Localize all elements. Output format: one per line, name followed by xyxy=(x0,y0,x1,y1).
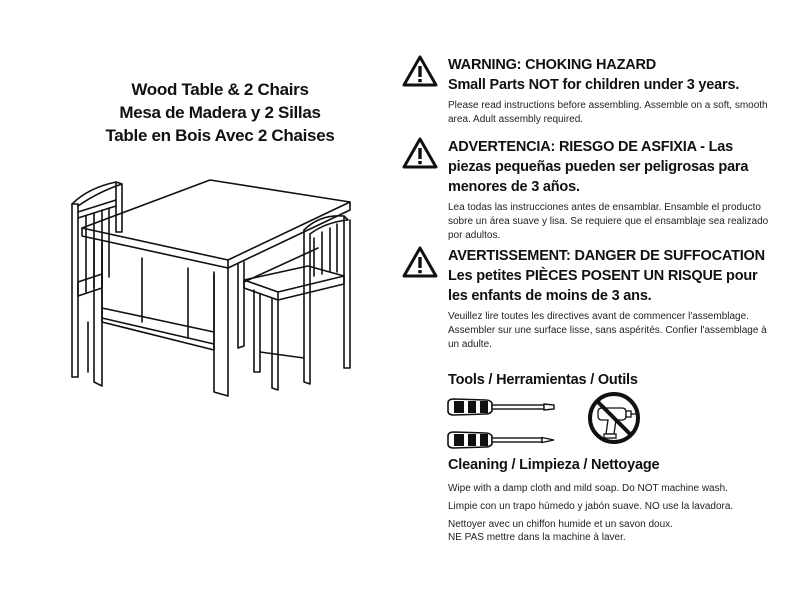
cleaning-text-spanish: Limpie con un trapo húmedo y jabón suave. NO use la lavadora. xyxy=(448,501,734,512)
warning-text: Lea todas las instrucciones antes de ensamblar. Ensamble el producto sobre un área suave y lisa. Se requiere que el ensamblaje sea realizado por adultos. xyxy=(448,202,769,241)
cleaning-text-french-line2: NE PAS mettre dans la machine à laver. xyxy=(448,532,626,543)
warning-subheading: Small Parts NOT for children under 3 years. xyxy=(448,77,740,93)
left-chair-drawing xyxy=(72,182,122,377)
product-title xyxy=(80,78,360,147)
no-power-drill-icon xyxy=(586,390,642,446)
title-spanish: Mesa de Madera y 2 Sillas xyxy=(119,103,321,122)
title-english: Wood Table & 2 Chairs xyxy=(131,80,309,99)
title-french: Table en Bois Avec 2 Chaises xyxy=(105,126,335,145)
warning-triangle-icon xyxy=(402,246,438,278)
warning-text: Please read instructions before assembling. Assemble on a soft, smooth area. Adult assembly required. xyxy=(448,100,768,125)
cleaning-heading: Cleaning / Limpieza / Nettoyage xyxy=(448,457,660,473)
warning-text: Veuillez lire toutes les directives avant de commencer l'assemblage. Assembler sur une surface lisse, sans aspérités. Confier l'assemblage à un adulte. xyxy=(448,311,767,350)
warning-triangle-icon xyxy=(402,55,438,87)
warning-triangle-icon xyxy=(402,137,438,169)
flathead-screwdriver-icon xyxy=(446,395,558,419)
warning-heading: WARNING: CHOKING HAZARD xyxy=(448,57,657,73)
table-and-chairs-illustration xyxy=(58,172,358,402)
right-chair-drawing xyxy=(244,216,350,390)
phillips-screwdriver-icon xyxy=(446,428,558,452)
warning-heading: AVERTISSEMENT: DANGER DE SUFFOCATION Les petites PIÈCES POSENT UN RISQUE pour les enfants de moins de 3 ans. xyxy=(448,248,765,304)
cleaning-text-french-line1: Nettoyer avec un chiffon humide et un savon doux. xyxy=(448,519,673,530)
cleaning-text-english: Wipe with a damp cloth and mild soap. Do NOT machine wash. xyxy=(448,483,728,494)
tools-heading: Tools / Herramientas / Outils xyxy=(448,372,638,388)
cleaning-text-french xyxy=(448,518,768,544)
warning-heading: ADVERTENCIA: RIESGO DE ASFIXIA - Las piezas pequeñas pueden ser peligrosas para menores de 3 años. xyxy=(448,139,749,195)
